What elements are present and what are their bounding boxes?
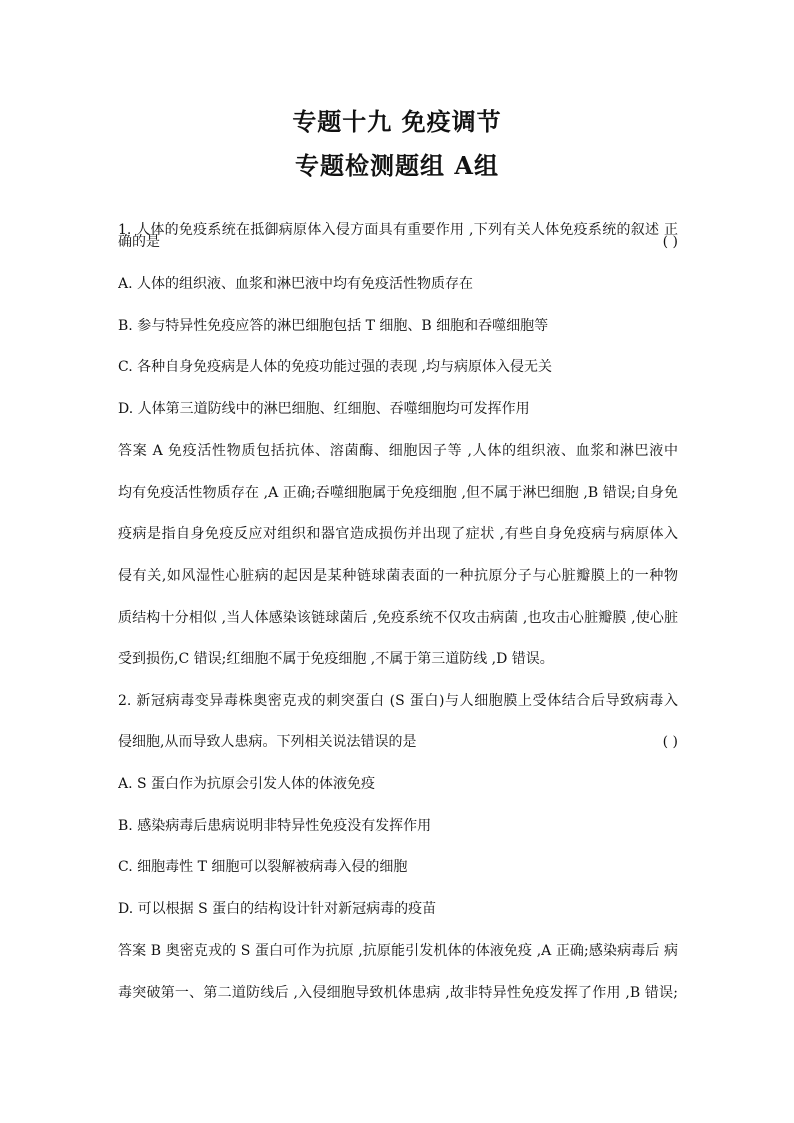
page-title: 专题十九 免疫调节 <box>292 107 502 136</box>
q1-option-b: B. 参与特异性免疫应答的淋巴细胞包括 T 细胞、B 细胞和吞噬细胞等 <box>118 318 549 334</box>
page-subtitle: 专题检测题组 A组 <box>295 151 499 180</box>
q1-answer-line-4: 侵有关,如风湿性心脏病的起因是某种链球菌表面的一种抗原分子与心脏瓣膜上的一种物 <box>118 568 678 584</box>
q1-stem-line-2: 确的是 <box>118 234 160 250</box>
q2-stem-line-2-row <box>118 732 678 752</box>
q2-stem-line-1: 2. 新冠病毒变异毒株奥密克戎的刺突蛋白 (S 蛋白)与人细胞膜上受体结合后导致病毒入 <box>118 693 678 709</box>
q1-answer-line-6: 受到损伤,C 错误;红细胞不属于免疫细胞 ,不属于第三道防线 ,D 错误。 <box>118 651 554 667</box>
q1-option-c: C. 各种自身免疫病是人体的免疫功能过强的表现 ,均与病原体入侵无关 <box>118 359 553 375</box>
q1-option-a: A. 人体的组织液、血浆和淋巴液中均有免疫活性物质存在 <box>118 276 474 292</box>
q2-option-a: A. S 蛋白作为抗原会引发人体的体液免疫 <box>118 776 376 792</box>
q1-answer-line-1: 答案 A 免疫活性物质包括抗体、溶菌酶、细胞因子等 ,人体的组织液、血浆和淋巴液中 <box>118 443 678 459</box>
q1-stem-line-2-row <box>118 232 678 252</box>
q1-answer-line-2: 均有免疫活性物质存在 ,A 正确;吞噬细胞属于免疫细胞 ,但不属于淋巴细胞 ,B 错误;自身免 <box>118 485 678 501</box>
q2-answer-line-1: 答案 B 奥密克戎的 S 蛋白可作为抗原 ,抗原能引发机体的体液免疫 ,A 正确;感染病毒后 病 <box>118 943 678 959</box>
q2-stem-line-2: 侵细胞,从而导致人患病。下列相关说法错误的是 <box>118 734 417 750</box>
q2-answer-line-2: 毒突破第一、第二道防线后 ,入侵细胞导致机体患病 ,故非特异性免疫发挥了作用 ,B 错误; <box>118 985 678 1001</box>
q2-option-c: C. 细胞毒性 T 细胞可以裂解被病毒入侵的细胞 <box>118 859 408 875</box>
q2-option-d: D. 可以根据 S 蛋白的结构设计针对新冠病毒的疫苗 <box>118 901 437 917</box>
q1-answer-line-5: 质结构十分相似 ,当人体感染该链球菌后 ,免疫系统不仅攻击病菌 ,也攻击心脏瓣膜 ,使心脏 <box>118 610 678 626</box>
q1-answer-bracket: ( ) <box>662 234 678 250</box>
q2-answer-bracket: ( ) <box>662 734 678 750</box>
q2-option-b: B. 感染病毒后患病说明非特异性免疫没有发挥作用 <box>118 818 432 834</box>
q1-answer-line-3: 疫病是指自身免疫反应对组织和器官造成损伤并出现了症状 ,有些自身免疫病与病原体入 <box>118 526 678 542</box>
q1-option-d: D. 人体第三道防线中的淋巴细胞、红细胞、吞噬细胞均可发挥作用 <box>118 401 530 417</box>
q1-stem-line-1: 1. 人体的免疫系统在抵御病原体入侵方面具有重要作用 ,下列有关人体免疫系统的叙述 正 <box>118 222 678 238</box>
